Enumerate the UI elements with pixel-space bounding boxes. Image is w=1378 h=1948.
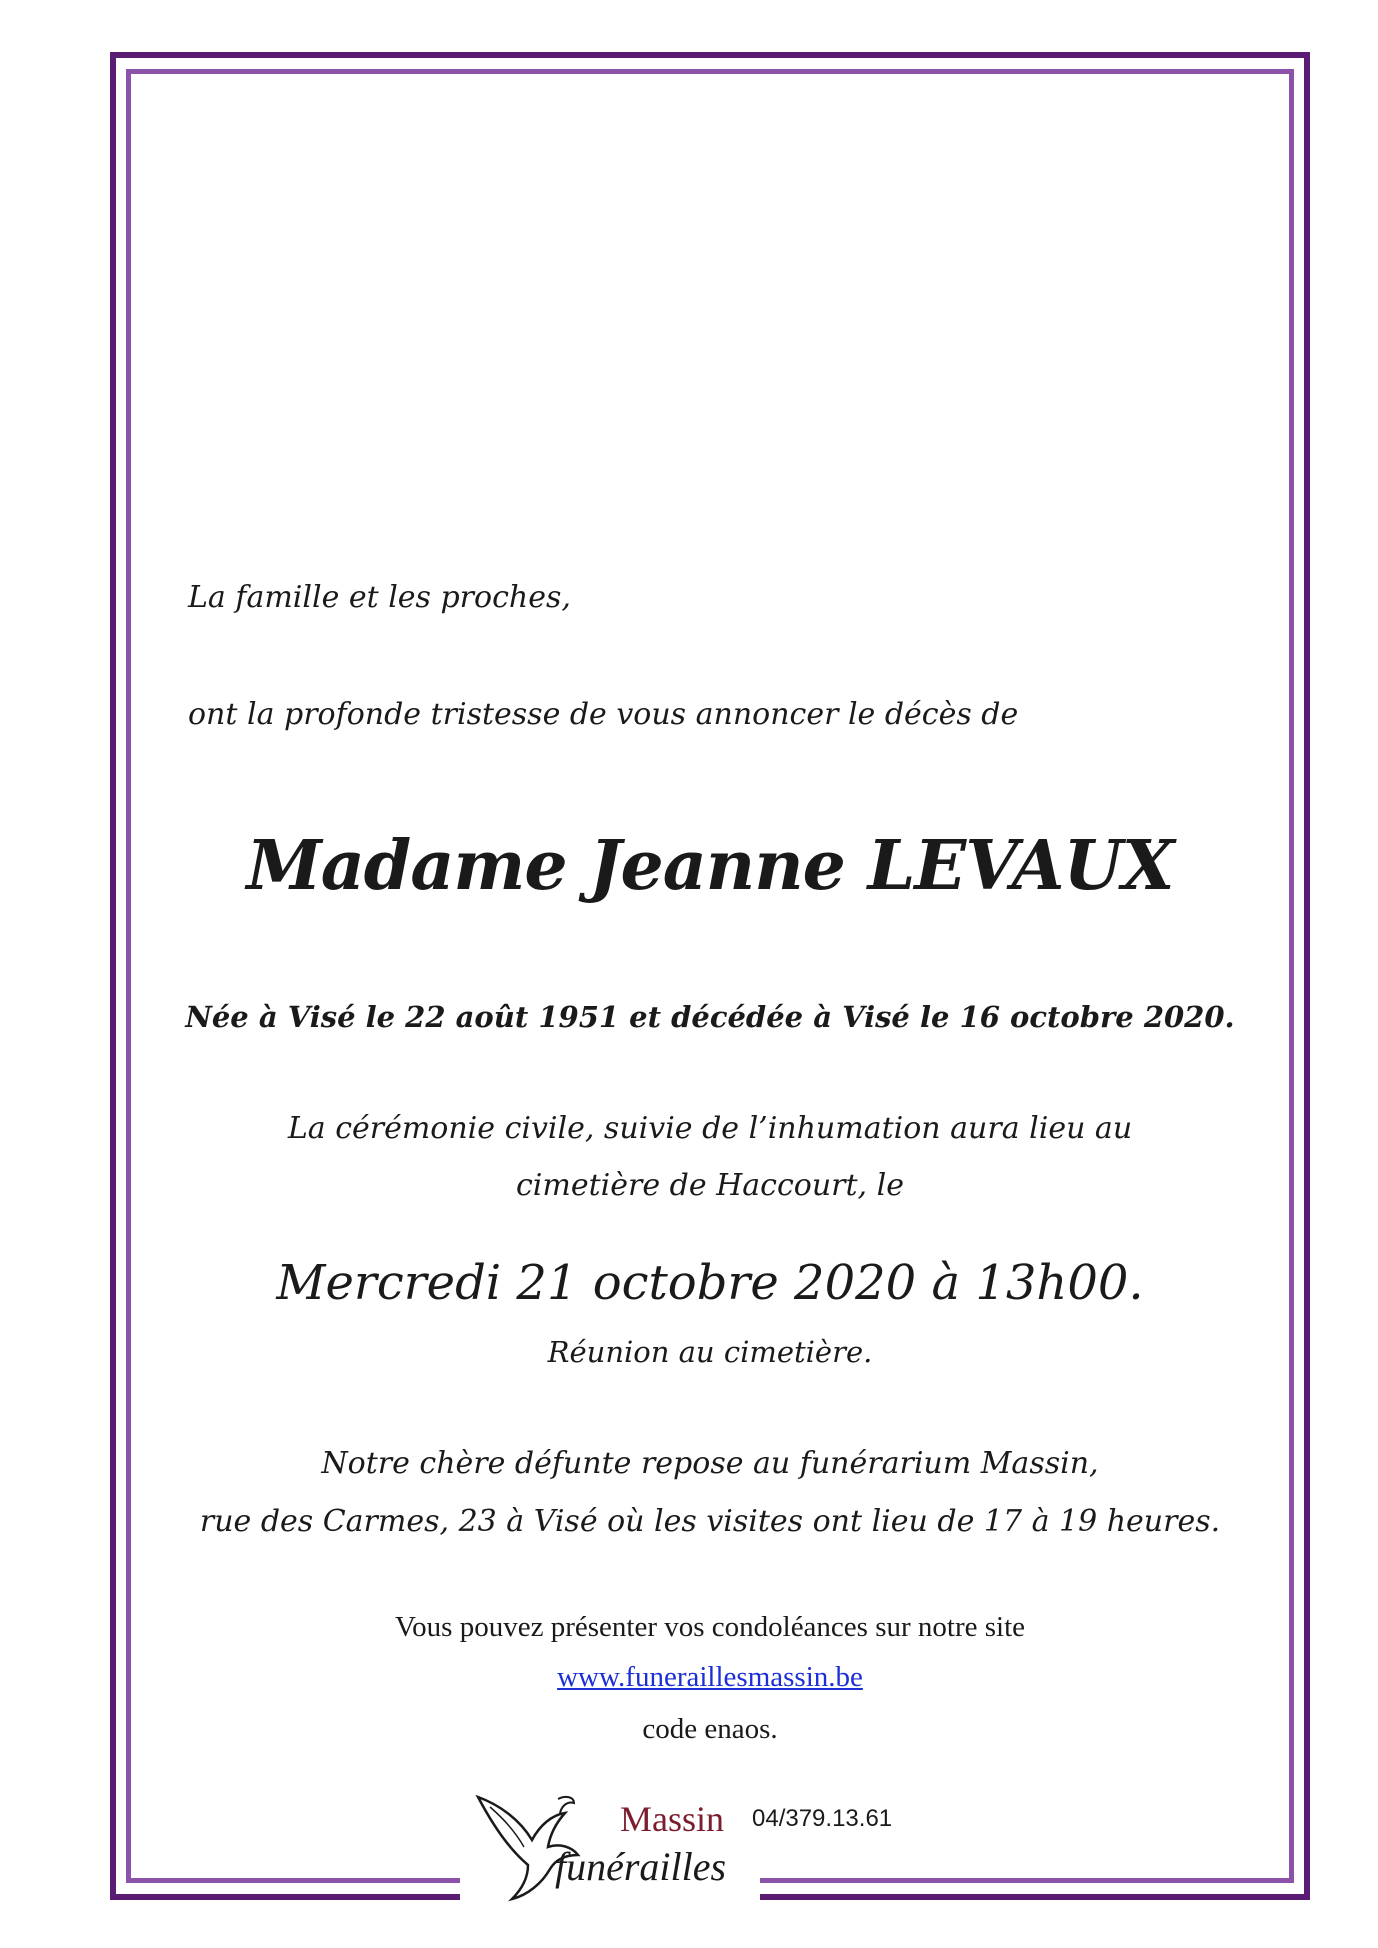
ceremony-line-2: cimetière de Haccourt, le [516, 1168, 904, 1203]
deceased-name: Madame Jeanne LEVAUX [246, 826, 1174, 906]
meeting-note: Réunion au cimetière. [547, 1335, 873, 1369]
website-link[interactable] [130, 1661, 1290, 1694]
logo-name: Massin [620, 1799, 725, 1839]
condolence-code: code enaos. [642, 1713, 778, 1745]
birth-death-dates: Née à Visé le 22 août 1951 et décédée à Visé le 16 octobre 2020. [185, 1000, 1235, 1034]
ceremony-datetime: Mercredi 21 octobre 2020 à 13h00. [276, 1255, 1144, 1311]
intro-line-2: ont la profonde tristesse de vous annoncer le décès de [188, 697, 1019, 732]
phone-number: 04/379.13.61 [752, 1805, 893, 1832]
website-link-text[interactable]: www.funeraillesmassin.be [557, 1661, 863, 1693]
repose-line-2: rue des Carmes, 23 à Visé où les visites ont lieu de 17 à 19 heures. [199, 1504, 1221, 1539]
condolences-text: Vous pouvez présenter vos condoléances sur notre site [394, 1611, 1026, 1643]
repose-line-1: Notre chère défunte repose au funérarium Massin, [321, 1446, 1099, 1481]
intro-line-1: La famille et les proches, [188, 580, 571, 615]
ceremony-line-1: La cérémonie civile, suivie de l’inhumation aura lieu au [287, 1111, 1133, 1146]
logo-subtitle: funérailles [555, 1844, 727, 1889]
